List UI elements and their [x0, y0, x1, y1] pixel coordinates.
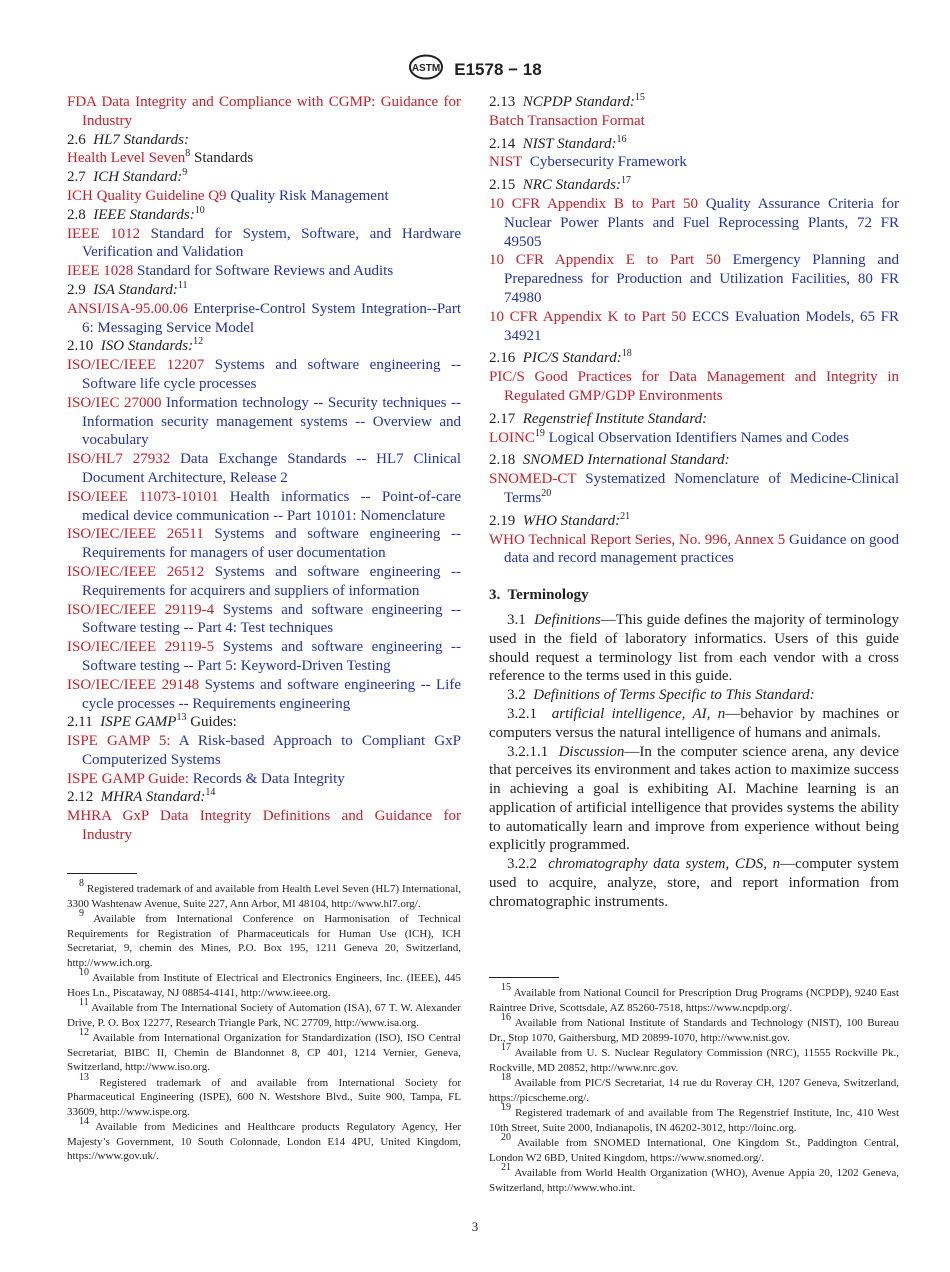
footnote: $^{13}$ Registered trademark of and available from International Society for Pharmaceutical Engineering (ISPE), 600 N. Westshore Blvd., Suite 900, Tampa, FL 33609, http://www.ispe.org. — [67, 1071, 461, 1118]
ref-gamp-guide: ISPE GAMP Guide: Records & Data Integrity — [67, 770, 345, 787]
ref-nrc-b: 10 CFR Appendix B to Part 50 Quality Assurance Criteria for Nuclear Power Plants and Fuel Reprocessing Plants, 72 FR 49505 — [489, 195, 899, 250]
ref-pics: PIC/S Good Practices for Data Management and Integrity in Regulated GMP/GDP Environments — [489, 369, 899, 404]
section-2-14: 2.14 NIST Standard:$^{16}$ — [489, 133, 627, 152]
ref-fda-link[interactable]: FDA Data Integrity and Compliance with CGMP: Guidance for Industry — [67, 94, 461, 129]
ref-nist: NIST Cybersecurity Framework — [489, 154, 687, 171]
para-3-2: 3.2 Definitions of Terms Specific to This Standard: — [507, 687, 815, 704]
footnote: $^{10}$ Available from Institute of Electrical and Electronics Engineers, Inc. (IEEE), 445 Hoes Ln., Piscataway, NJ 08854-4141, http://www.ieee.org. — [67, 967, 461, 999]
ref-iso-27000: ISO/IEC 27000 Information technology -- Security techniques -- Information security management systems -- Overview and vocabulary — [67, 394, 461, 449]
ref-iso-29148: ISO/IEC/IEEE 29148 Systems and software engineering -- Life cycle processes -- Requirements engineering — [67, 676, 462, 712]
footnote: $^{21}$ Available from World Health Organization (WHO), Avenue Appia 20, 1202 Geneva, Switzerland, http://www.who.int. — [489, 1162, 899, 1194]
footnotes-left — [67, 878, 461, 1165]
section-2-19: 2.19 WHO Standard:$^{21}$ — [489, 510, 631, 529]
section-2-6: 2.6 HL7 Standards: — [67, 131, 189, 148]
ref-iso-12207: ISO/IEC/IEEE 12207 Systems and software engineering -- Software life cycle processes — [67, 357, 462, 392]
section-2-12: 2.12 MHRA Standard:$^{14}$ — [67, 787, 216, 806]
section-2-18: 2.18 SNOMED International Standard: — [489, 452, 730, 469]
footnote-rule-right — [489, 977, 559, 978]
ref-hl7-link[interactable]: Health Level Seven — [67, 150, 186, 167]
right-column — [489, 93, 899, 912]
page-number: 3 — [471, 1219, 479, 1234]
section-2-17: 2.17 Regenstrief Institute Standard: — [489, 410, 708, 427]
section-3-heading: 3. Terminology — [489, 587, 589, 604]
ref-nrc-e: 10 CFR Appendix E to Part 50 Emergency Planning and Preparedness for Production and Utilization Facilities, 80 FR 74980 — [489, 252, 899, 306]
ref-ansi-isa: ANSI/ISA-95.00.06 Enterprise-Control System Integration--Part 6: Messaging Service Model — [67, 300, 461, 336]
ref-iso-11073: ISO/IEEE 11073-10101 Health informatics -- Point-of-care medical device communication -- Part 10101: Nomenclature — [67, 488, 462, 524]
section-2-7: 2.7 ICH Standard:$^9$ — [67, 167, 188, 186]
ref-iso-26511: ISO/IEC/IEEE 26511 Systems and software engineering -- Requirements for managers of user documentation — [67, 526, 462, 562]
para-3-2-1: 3.2.1 artificial intelligence, AI, n—behavior by machines or computers versus the natural intelligence of humans and animals. — [489, 705, 900, 741]
ref-hl7: Health Level Seven$^8$ Standards — [67, 148, 254, 167]
ref-iso-29119-4: ISO/IEC/IEEE 29119-4 Systems and software engineering -- Software testing -- Part 4: Test techniques — [67, 601, 462, 637]
ref-nrc-k: 10 CFR Appendix K to Part 50 ECCS Evaluation Models, 65 FR 34921 — [489, 308, 899, 344]
footnotes-right — [489, 982, 899, 1196]
section-2-11: 2.11 ISPE GAMP$^{13}$ Guides: — [67, 712, 237, 731]
ref-ncpdp: Batch Transaction Format — [489, 112, 645, 129]
ref-fda — [67, 93, 461, 131]
section-2-8: 2.8 IEEE Standards:$^{10}$ — [67, 204, 205, 223]
svg-text:ASTM: ASTM — [412, 63, 441, 74]
footnote: $^{11}$ Available from The International Society of Automation (ISA), 67 T. W. Alexander Drive, P. O. Box 12277, Research Triangle Park, NC 27709, http://www.isa.org. — [67, 997, 461, 1029]
footnote: $^{20}$ Available from SNOMED International, One Kingdom St., Paddington Central, London W2 6BD, United Kingdom, https://www.snomed.org/. — [489, 1132, 899, 1164]
ref-ieee-1028: IEEE 1028 Standard for Software Reviews and Audits — [67, 263, 394, 280]
footnote: $^{18}$ Available from PIC/S Secretariat, 14 rue du Roveray CH, 1207 Geneva, Switzerland, https://picscheme.org/. — [489, 1072, 899, 1104]
footnote: $^{16}$ Available from National Institute of Standards and Technology (NIST), 100 Bureau Dr., Stop 1070, Gaithersburg, MD 20899-1070, http://www.nist.gov. — [489, 1012, 899, 1044]
left-column — [67, 93, 461, 845]
section-2-13: 2.13 NCPDP Standard:$^{15}$ — [489, 92, 645, 110]
footnote-rule-left — [67, 873, 137, 874]
section-2-10: 2.10 ISO Standards:$^{12}$ — [67, 336, 204, 355]
footnote: $^{19}$ Registered trademark of and available from The Regenstrief Institute, Inc, 410 West 10th Street, Suite 2000, Indianapolis, IN 46202-3012, http://loinc.org. — [489, 1102, 899, 1134]
section-2-9: 2.9 ISA Standard:$^{11}$ — [67, 279, 188, 298]
para-3-2-2: 3.2.2 chromatography data system, CDS, n—computer system used to acquire, analyze, store, and report information from chromatographic instruments. — [489, 856, 899, 910]
footnote: $^8$ Registered trademark of and available from Health Level Seven (HL7) International, 3300 Washtenaw Avenue, Suite 227, Ann Arbor, MI 48104, http://www.hl7.org/. — [67, 878, 461, 910]
ref-iso-29119-5: ISO/IEC/IEEE 29119-5 Systems and software engineering -- Software testing -- Part 5: Keyword-Driven Testing — [67, 639, 462, 674]
ref-ieee-1012: IEEE 1012 Standard for System, Software, and Hardware Verification and Validation — [67, 225, 462, 261]
ref-who: WHO Technical Report Series, No. 996, Annex 5 Guidance on good data and record management practices — [489, 531, 899, 567]
page-header — [0, 54, 950, 85]
ref-ich — [67, 187, 461, 206]
document-id: E1578 − 18 — [454, 59, 542, 79]
ref-loinc: LOINC$^{19}$ Logical Observation Identifiers Names and Codes — [489, 427, 849, 446]
ref-ich-code[interactable]: ICH Quality Guideline Q9 — [67, 187, 227, 204]
footnote: $^{12}$ Available from International Organization for Standardization (ISO), ISO Central Secretariat, BIBC II, Chemin de Blandonnet 8, CP 401, 1214 Vernier, Geneva, Switzerland, http://www.iso.org. — [67, 1027, 461, 1073]
ref-gamp5: ISPE GAMP 5: A Risk-based Approach to Compliant GxP Computerized Systems — [67, 733, 461, 768]
para-3-1: 3.1 Definitions—This guide defines the majority of terminology used in the field of laboratory informatics. Users of this guide should request a terminology list from each vendor with a cross reference to the terms used in this guide. — [489, 611, 899, 685]
ref-iso-27932: ISO/HL7 27932 Data Exchange Standards -- HL7 Clinical Document Architecture, Release 2 — [67, 451, 461, 486]
footnote: $^{15}$ Available from National Council for Prescription Drug Programs (NCPDP), 9240 East Raintree Drive, Scottsdale, AZ 85260-7518, https://www.ncpdp.org/. — [489, 982, 899, 1014]
section-2-15: 2.15 NRC Standards:$^{17}$ — [489, 175, 631, 194]
footnote: $^{17}$ Available from U. S. Nuclear Regulatory Commission (NRC), 11555 Rockville Pk., Rockville, MD 20852, http://www.nrc.gov. — [489, 1042, 899, 1074]
ref-snomed: SNOMED-CT Systematized Nomenclature of Medicine-Clinical Terms$^{20}$ — [489, 471, 899, 506]
section-2-16: 2.16 PIC/S Standard:$^{18}$ — [489, 348, 632, 367]
footnote: $^9$ Available from International Conference on Harmonisation of Technical Requirements for Registration of Pharmaceuticals for Human Use (ICH), ICH Secretariat, 9, chemin des Mines, P.O. Box 195, 1211 Geneva 20, Switzerland, http://www.ich.org. — [67, 908, 461, 969]
ref-iso-26512: ISO/IEC/IEEE 26512 Systems and software engineering -- Requirements for acquirers and suppliers of information — [67, 563, 462, 599]
ref-mhra: MHRA GxP Data Integrity Definitions and Guidance for Industry — [67, 808, 461, 844]
para-3-2-1-1: 3.2.1.1 Discussion—In the computer science arena, any device that perceives its environment and takes action to maximize success in achieving a goal is exhibiting AI. Machine learning is an application of artificial intelligence that provides systems the ability to automatically learn and improve from experience without being explicitly programmed. — [489, 743, 900, 854]
footnote: $^{14}$ Available from Medicines and Healthcare products Regulatory Agency, Her Majesty’s Government, 10 South Colonnade, London E14 4PU, United Kingdom, https://www.gov.uk/. — [67, 1116, 461, 1162]
astm-logo — [408, 54, 444, 85]
ref-ich-title[interactable]: Quality Risk Management — [230, 187, 389, 204]
